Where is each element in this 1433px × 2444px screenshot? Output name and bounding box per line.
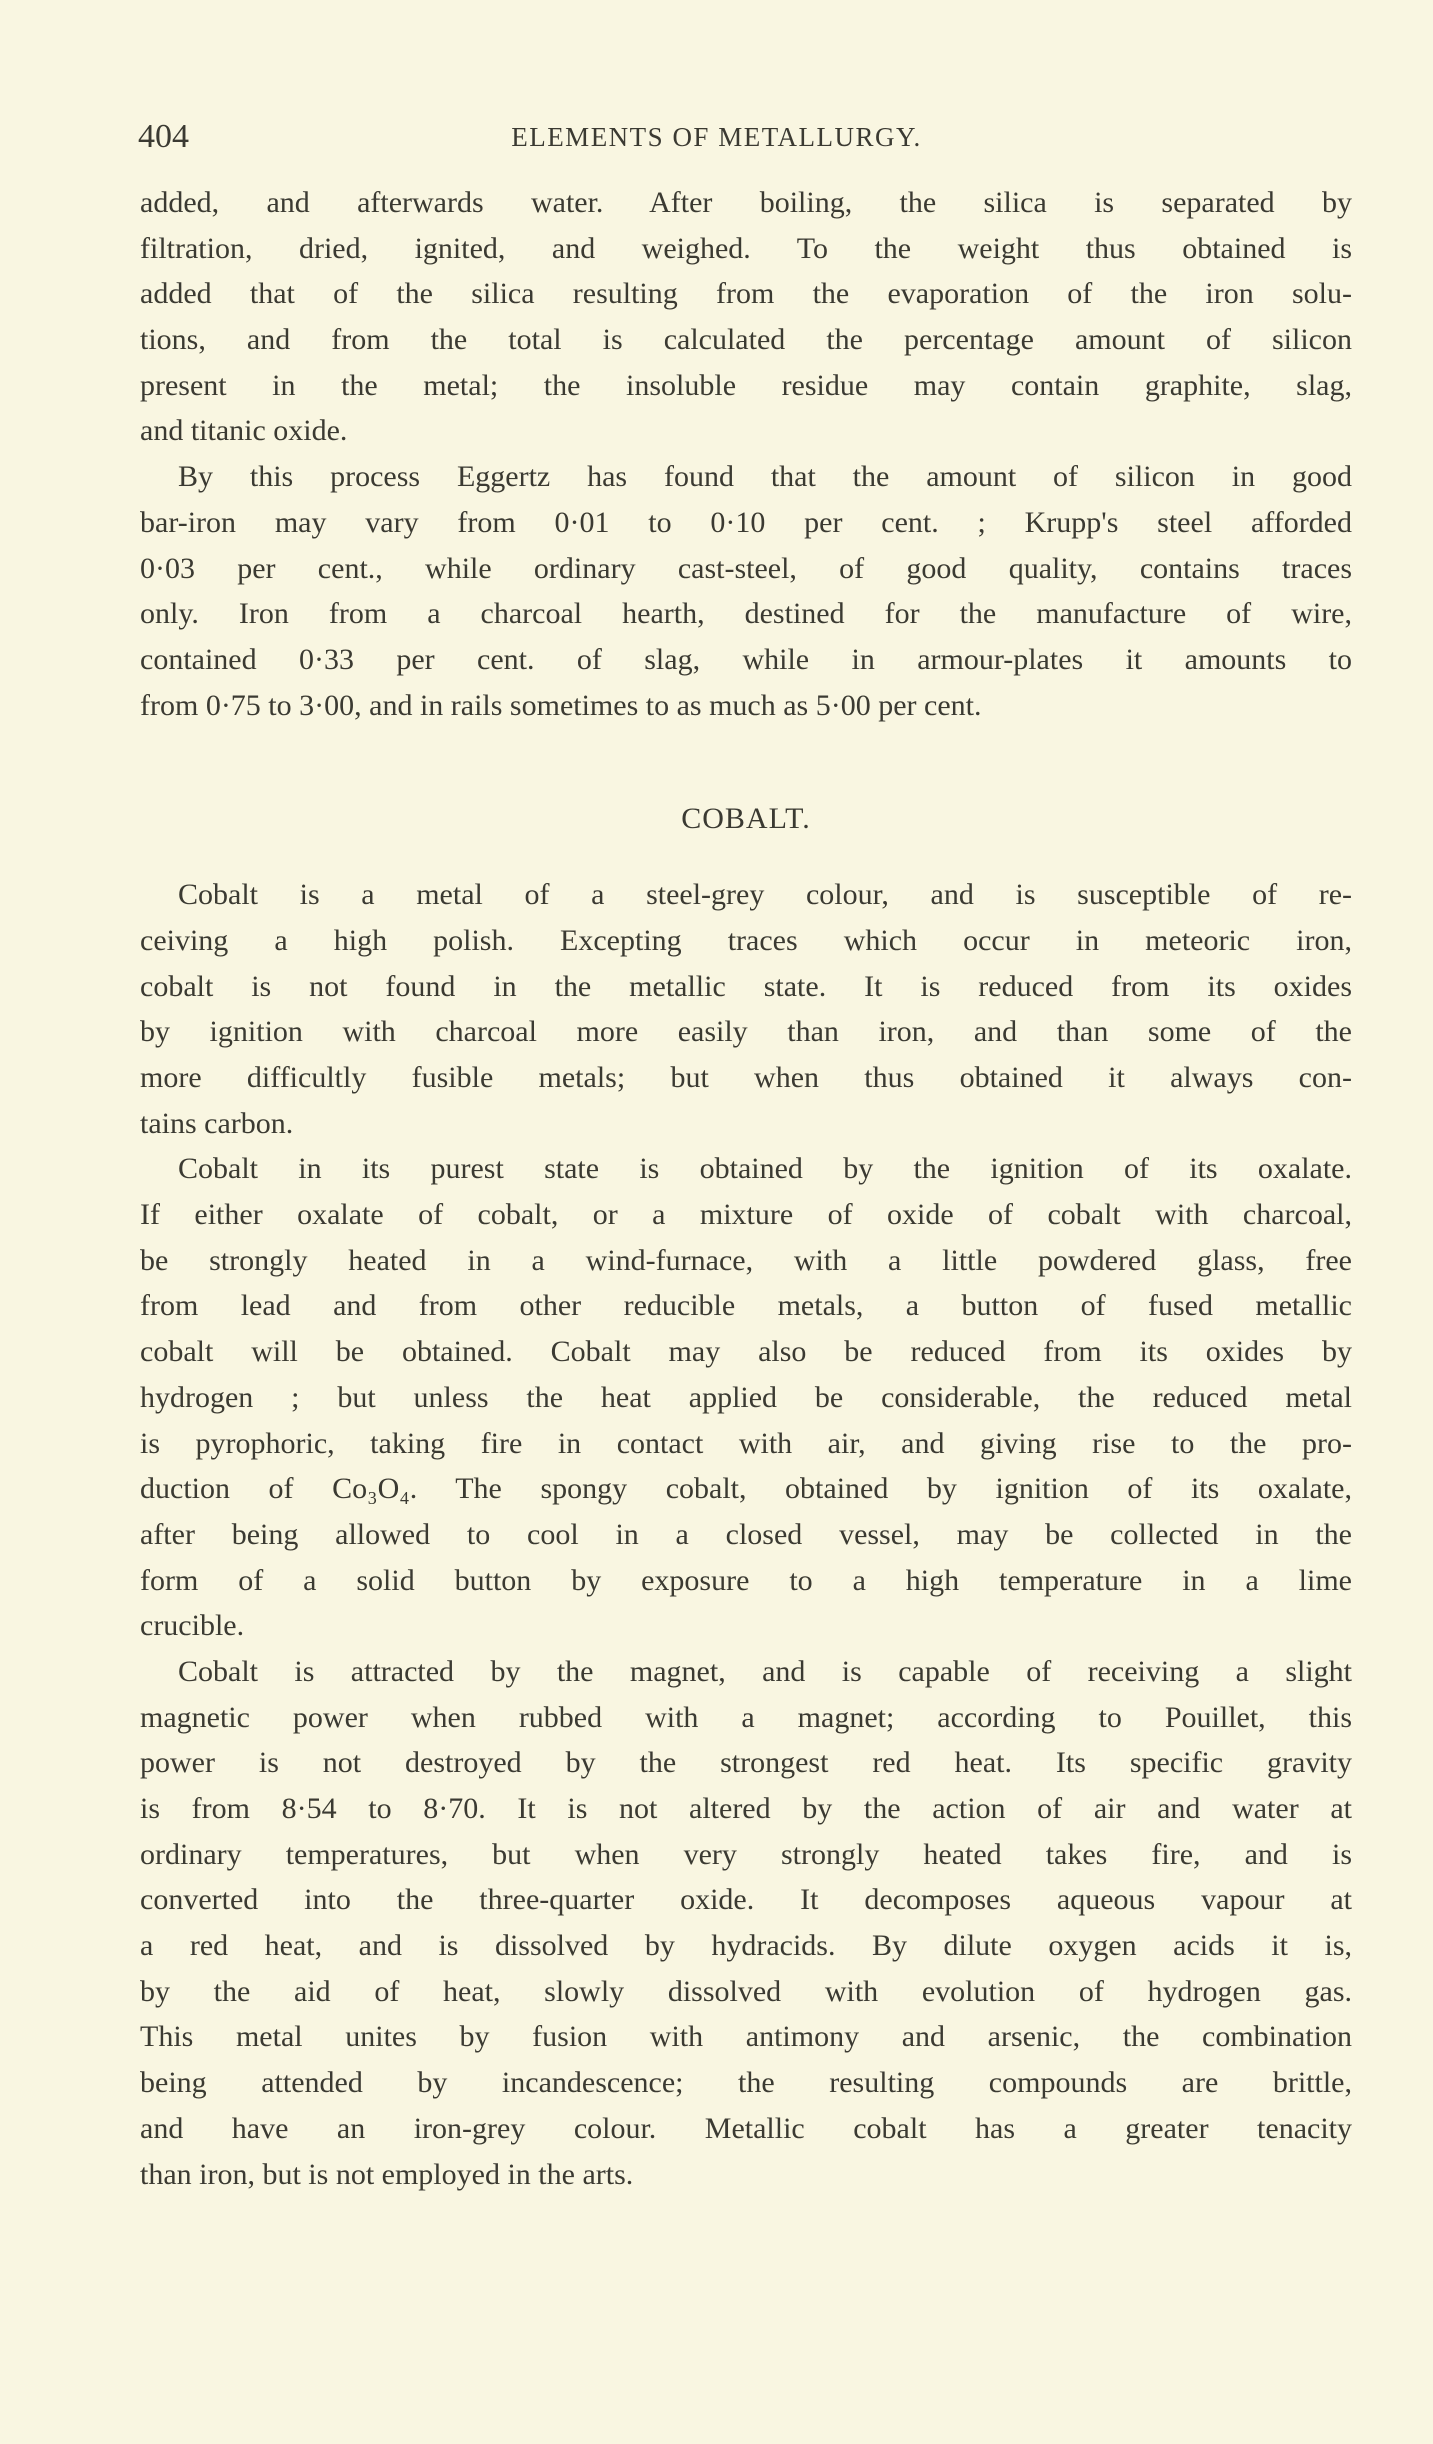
text-line: bar-iron may vary from 0·01 to 0·10 per cent. ; Krupp's steel afforded <box>140 505 1352 539</box>
paragraph <box>140 1649 1352 2197</box>
text-line: This metal unites by fusion with antimony and arsenic, the combination <box>140 2020 1352 2054</box>
text-line: magnetic power when rubbed with a magnet; according to Pouillet, this <box>140 1700 1352 1734</box>
text-line: present in the metal; the insoluble residue may contain graphite, slag, <box>140 368 1352 402</box>
text-line: cobalt will be obtained. Cobalt may also be reduced from its oxides by <box>140 1335 1352 1369</box>
text-line: Cobalt is attracted by the magnet, and is capable of receiving a slight <box>178 1654 1352 1688</box>
text-line: form of a solid button by exposure to a high temperature in a lime <box>140 1563 1352 1597</box>
text-line: crucible. <box>140 1609 245 1643</box>
text-line: By this process Eggertz has found that the amount of silicon in good <box>178 460 1352 494</box>
text-line: 0·03 per cent., while ordinary cast-steel, of good quality, contains traces <box>140 551 1352 585</box>
text-line: be strongly heated in a wind-furnace, with a little powdered glass, free <box>140 1243 1352 1277</box>
text-line: added, and afterwards water. After boiling, the silica is separated by <box>140 186 1352 219</box>
text-line: being attended by incandescence; the resulting compounds are brittle, <box>140 2066 1352 2100</box>
text-line: duction of Co₃O₄. The spongy cobalt, obtained by ignition of its oxalate, <box>140 1472 1352 1506</box>
running-title: ELEMENTS OF METALLURGY. <box>511 122 922 152</box>
text-line: ceiving a high polish. Excepting traces which occur in meteoric iron, <box>140 923 1352 957</box>
text-line: filtration, dried, ignited, and weighed. To the weight thus obtained is <box>140 231 1352 265</box>
text-line: contained 0·33 per cent. of slag, while in armour-plates it amounts to <box>140 642 1352 676</box>
text-line: after being allowed to cool in a closed vessel, may be collected in the <box>140 1517 1352 1551</box>
text-line: added that of the silica resulting from the evaporation of the iron solu- <box>140 277 1352 311</box>
section <box>140 180 1352 728</box>
paragraph <box>140 180 1352 454</box>
text-line: If either oxalate of cobalt, or a mixture of oxide of cobalt with charcoal, <box>140 1198 1352 1232</box>
text-line: more difficultly fusible metals; but when thus obtained it always con- <box>140 1061 1352 1094</box>
text-line: by ignition with charcoal more easily than iron, and than some of the <box>140 1015 1352 1049</box>
text-line: converted into the three-quarter oxide. It decomposes aqueous vapour at <box>140 1883 1352 1917</box>
paragraph <box>140 454 1352 728</box>
text-line: only. Iron from a charcoal hearth, destined for the manufacture of wire, <box>140 597 1352 631</box>
text-line: by the aid of heat, slowly dissolved with evolution of hydrogen gas. <box>140 1974 1352 2008</box>
section <box>140 774 1352 2197</box>
text-line: ordinary temperatures, but when very strongly heated takes fire, and is <box>140 1837 1352 1871</box>
paragraph <box>140 1146 1352 1649</box>
text-line: from lead and from other reducible metals, a button of fused metallic <box>140 1289 1352 1323</box>
section-heading: COBALT. <box>681 802 811 836</box>
text-line: is pyrophoric, taking fire in contact with air, and giving rise to the pro- <box>140 1426 1352 1460</box>
page-body <box>140 180 1352 2197</box>
text-line: cobalt is not found in the metallic state. It is reduced from its oxides <box>140 969 1352 1003</box>
text-line: from 0·75 to 3·00, and in rails sometimes to as much as 5·00 per cent. <box>140 688 982 722</box>
text-line: and titanic oxide. <box>140 414 348 448</box>
text-line: tions, and from the total is calculated the percentage amount of silicon <box>140 323 1352 357</box>
text-line: Cobalt in its purest state is obtained by the ignition of its oxalate. <box>178 1152 1352 1186</box>
paragraph <box>140 872 1352 1146</box>
text-line: is from 8·54 to 8·70. It is not altered by the action of air and water at <box>140 1792 1352 1825</box>
text-line: a red heat, and is dissolved by hydracids. By dilute oxygen acids it is, <box>140 1929 1352 1963</box>
text-line: and have an iron-grey colour. Metallic cobalt has a greater tenacity <box>140 2111 1352 2145</box>
text-line: hydrogen ; but unless the heat applied be considerable, the reduced metal <box>140 1380 1352 1414</box>
text-line: power is not destroyed by the strongest red heat. Its specific gravity <box>140 1746 1352 1780</box>
text-line: tains carbon. <box>140 1106 294 1140</box>
page-number: 404 <box>138 118 189 155</box>
text-line: than iron, but is not employed in the arts. <box>140 2157 634 2191</box>
text-line: Cobalt is a metal of a steel-grey colour, and is susceptible of re- <box>178 878 1352 912</box>
